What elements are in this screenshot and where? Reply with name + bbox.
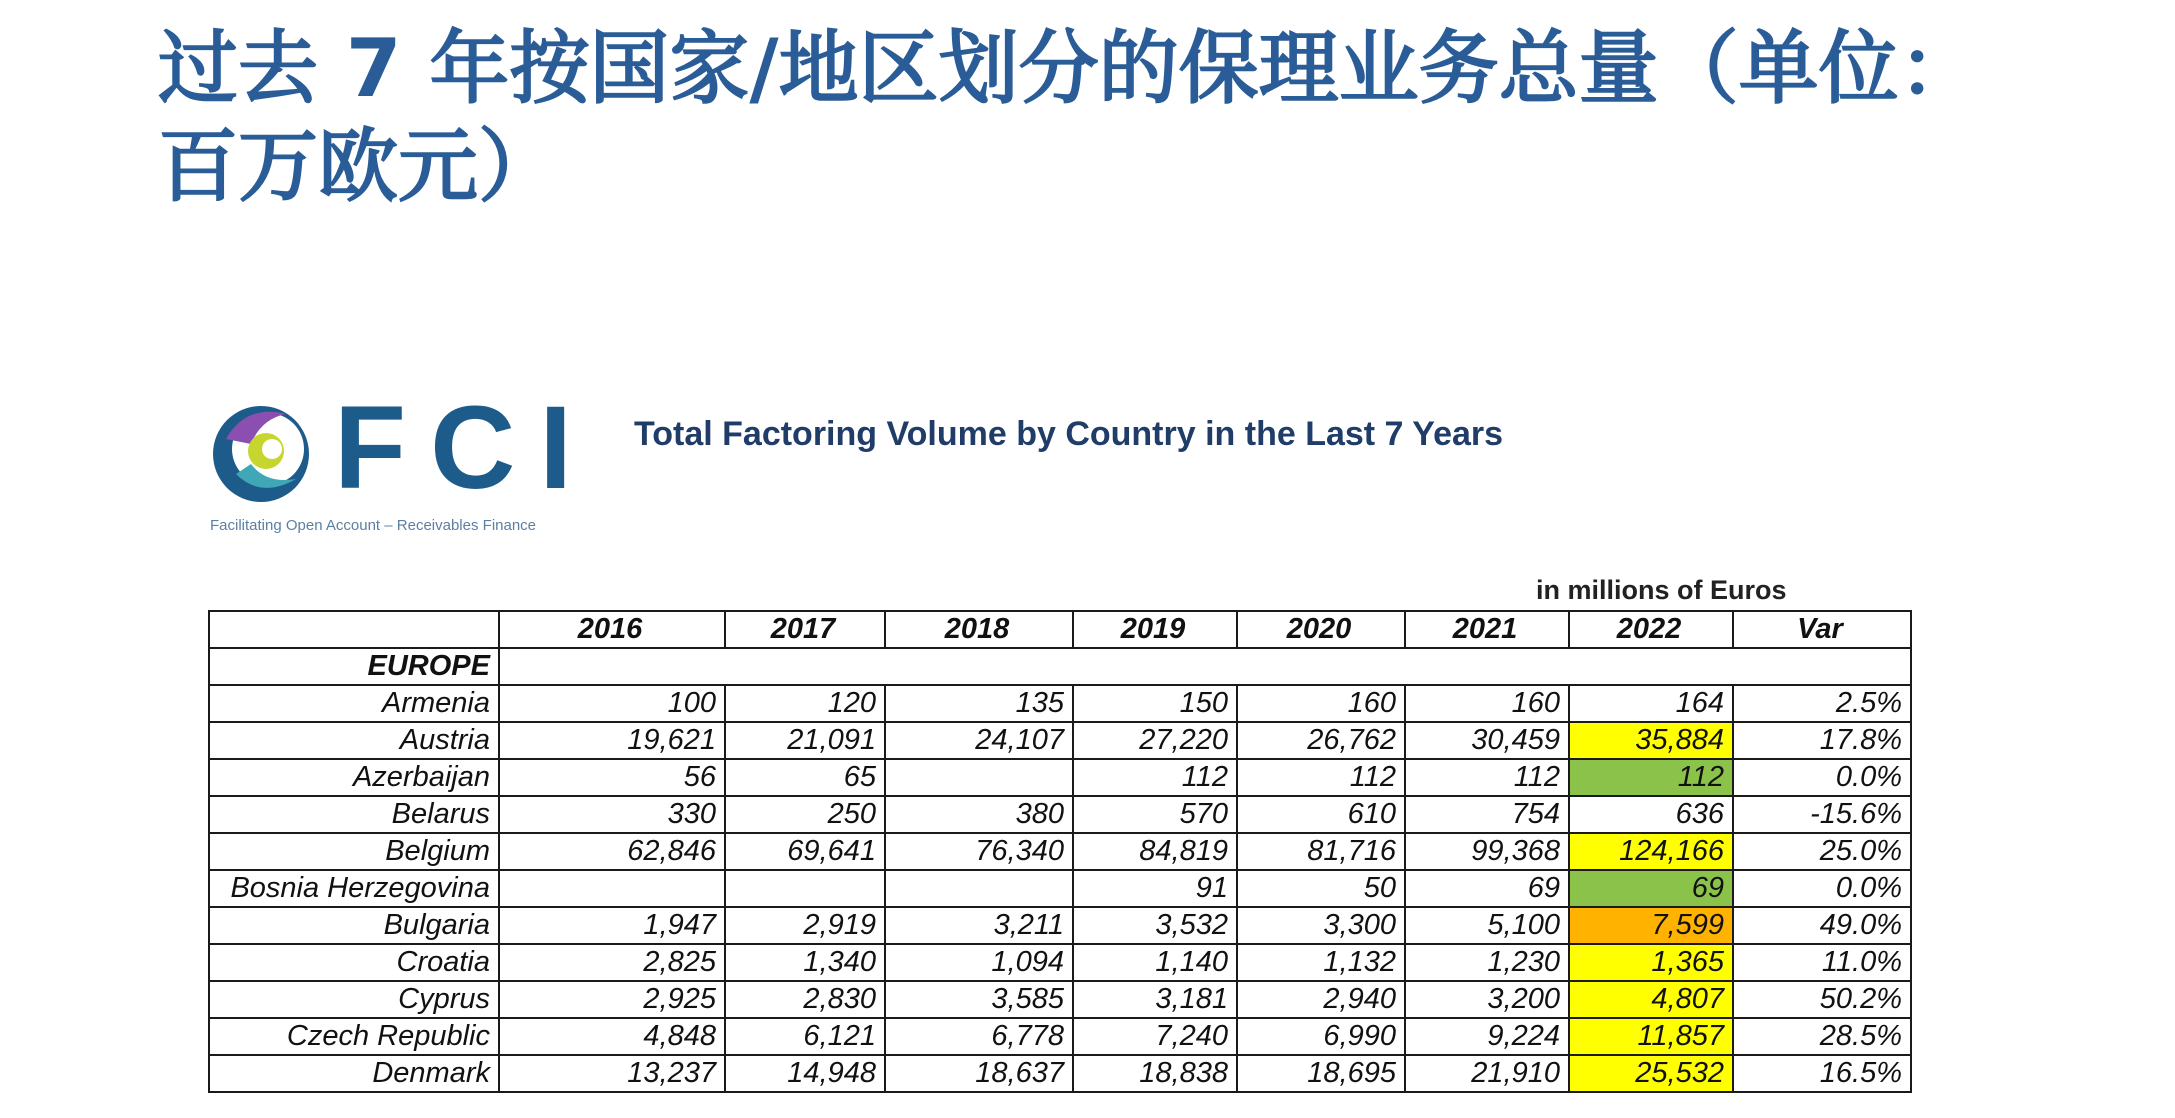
fci-report-image <box>200 382 1960 1118</box>
value-cell: 6,121 <box>725 1018 885 1055</box>
country-cell: Belarus <box>209 796 499 833</box>
value-cell: 26,762 <box>1237 722 1405 759</box>
value-cell: 27,220 <box>1073 722 1237 759</box>
value-cell: 1,140 <box>1073 944 1237 981</box>
table-row <box>209 685 1911 722</box>
value-cell: 4,848 <box>499 1018 725 1055</box>
header-cell: 2021 <box>1405 611 1569 648</box>
value-cell: 610 <box>1237 796 1405 833</box>
value-cell: 3,585 <box>885 981 1073 1018</box>
value-cell: 11,857 <box>1569 1018 1733 1055</box>
value-cell: 112 <box>1569 759 1733 796</box>
variance-cell: -15.6% <box>1733 796 1911 833</box>
value-cell: 250 <box>725 796 885 833</box>
value-cell: 62,846 <box>499 833 725 870</box>
value-cell: 2,825 <box>499 944 725 981</box>
region-label: EUROPE <box>209 648 499 685</box>
slide-title: 过去 7 年按国家/地区划分的保理业务总量（单位：百万欧元） <box>158 22 1979 213</box>
value-cell: 1,094 <box>885 944 1073 981</box>
table-row <box>209 1055 1911 1092</box>
value-cell: 112 <box>1405 759 1569 796</box>
value-cell: 7,599 <box>1569 907 1733 944</box>
country-cell: Croatia <box>209 944 499 981</box>
variance-cell: 50.2% <box>1733 981 1911 1018</box>
value-cell: 636 <box>1569 796 1733 833</box>
table-row <box>209 944 1911 981</box>
region-row <box>209 648 1911 685</box>
country-cell: Armenia <box>209 685 499 722</box>
value-cell: 65 <box>725 759 885 796</box>
value-cell: 1,132 <box>1237 944 1405 981</box>
value-cell <box>885 759 1073 796</box>
value-cell: 25,532 <box>1569 1055 1733 1092</box>
value-cell: 18,637 <box>885 1055 1073 1092</box>
value-cell: 150 <box>1073 685 1237 722</box>
table-row <box>209 722 1911 759</box>
value-cell: 754 <box>1405 796 1569 833</box>
table-row <box>209 833 1911 870</box>
header-cell: 2017 <box>725 611 885 648</box>
value-cell: 6,990 <box>1237 1018 1405 1055</box>
region-spacer <box>499 648 1911 685</box>
value-cell: 3,300 <box>1237 907 1405 944</box>
value-cell: 21,091 <box>725 722 885 759</box>
value-cell: 18,838 <box>1073 1055 1237 1092</box>
value-cell: 18,695 <box>1237 1055 1405 1092</box>
value-cell: 9,224 <box>1405 1018 1569 1055</box>
value-cell: 24,107 <box>885 722 1073 759</box>
variance-cell: 28.5% <box>1733 1018 1911 1055</box>
country-cell: Azerbaijan <box>209 759 499 796</box>
value-cell: 99,368 <box>1405 833 1569 870</box>
value-cell: 160 <box>1237 685 1405 722</box>
table-row <box>209 870 1911 907</box>
value-cell: 69,641 <box>725 833 885 870</box>
country-cell: Bulgaria <box>209 907 499 944</box>
value-cell: 112 <box>1237 759 1405 796</box>
factoring-volume-table <box>208 610 1912 1093</box>
value-cell: 100 <box>499 685 725 722</box>
value-cell: 50 <box>1237 870 1405 907</box>
value-cell: 69 <box>1569 870 1733 907</box>
value-cell: 3,211 <box>885 907 1073 944</box>
fci-logo <box>206 382 597 545</box>
country-cell: Cyprus <box>209 981 499 1018</box>
value-cell: 330 <box>499 796 725 833</box>
value-cell: 91 <box>1073 870 1237 907</box>
value-cell: 160 <box>1405 685 1569 722</box>
country-cell: Denmark <box>209 1055 499 1092</box>
variance-cell: 16.5% <box>1733 1055 1911 1092</box>
value-cell: 1,230 <box>1405 944 1569 981</box>
value-cell: 35,884 <box>1569 722 1733 759</box>
header-cell <box>209 611 499 648</box>
value-cell: 81,716 <box>1237 833 1405 870</box>
value-cell: 21,910 <box>1405 1055 1569 1092</box>
variance-cell: 25.0% <box>1733 833 1911 870</box>
country-cell: Belgium <box>209 833 499 870</box>
header-cell: 2022 <box>1569 611 1733 648</box>
logo-wordmark: FCI <box>334 382 597 514</box>
variance-cell: 11.0% <box>1733 944 1911 981</box>
header-cell: 2018 <box>885 611 1073 648</box>
value-cell <box>499 870 725 907</box>
value-cell: 30,459 <box>1405 722 1569 759</box>
value-cell: 13,237 <box>499 1055 725 1092</box>
value-cell: 112 <box>1073 759 1237 796</box>
value-cell: 7,240 <box>1073 1018 1237 1055</box>
value-cell: 3,532 <box>1073 907 1237 944</box>
value-cell: 135 <box>885 685 1073 722</box>
value-cell: 5,100 <box>1405 907 1569 944</box>
value-cell: 1,340 <box>725 944 885 981</box>
header-cell: 2016 <box>499 611 725 648</box>
header-cell: 2019 <box>1073 611 1237 648</box>
value-cell: 2,830 <box>725 981 885 1018</box>
value-cell: 570 <box>1073 796 1237 833</box>
report-title: Total Factoring Volume by Country in the Last 7 Years <box>634 415 1504 453</box>
value-cell: 124,166 <box>1569 833 1733 870</box>
value-cell <box>885 870 1073 907</box>
value-cell: 69 <box>1405 870 1569 907</box>
variance-cell: 17.8% <box>1733 722 1911 759</box>
value-cell: 76,340 <box>885 833 1073 870</box>
header-row <box>209 611 1911 648</box>
variance-cell: 0.0% <box>1733 759 1911 796</box>
value-cell: 2,940 <box>1237 981 1405 1018</box>
value-cell: 19,621 <box>499 722 725 759</box>
table-row <box>209 981 1911 1018</box>
value-cell: 14,948 <box>725 1055 885 1092</box>
value-cell: 56 <box>499 759 725 796</box>
country-cell: Czech Republic <box>209 1018 499 1055</box>
table-row <box>209 796 1911 833</box>
table-row <box>209 1018 1911 1055</box>
value-cell: 1,947 <box>499 907 725 944</box>
value-cell: 4,807 <box>1569 981 1733 1018</box>
value-cell: 3,200 <box>1405 981 1569 1018</box>
value-cell: 120 <box>725 685 885 722</box>
units-note: in millions of Euros <box>1536 575 1787 605</box>
variance-cell: 49.0% <box>1733 907 1911 944</box>
country-cell: Austria <box>209 722 499 759</box>
variance-cell: 2.5% <box>1733 685 1911 722</box>
value-cell: 164 <box>1569 685 1733 722</box>
value-cell: 380 <box>885 796 1073 833</box>
value-cell <box>725 870 885 907</box>
value-cell: 2,919 <box>725 907 885 944</box>
table-row <box>209 759 1911 796</box>
country-cell: Bosnia Herzegovina <box>209 870 499 907</box>
header-cell: 2020 <box>1237 611 1405 648</box>
fci-swirl-icon <box>206 399 326 509</box>
value-cell: 1,365 <box>1569 944 1733 981</box>
value-cell: 6,778 <box>885 1018 1073 1055</box>
logo-tagline: Facilitating Open Account – Receivables Finance <box>210 517 537 534</box>
table-row <box>209 907 1911 944</box>
variance-cell: 0.0% <box>1733 870 1911 907</box>
value-cell: 84,819 <box>1073 833 1237 870</box>
value-cell: 3,181 <box>1073 981 1237 1018</box>
header-cell: Var <box>1733 611 1911 648</box>
value-cell: 2,925 <box>499 981 725 1018</box>
